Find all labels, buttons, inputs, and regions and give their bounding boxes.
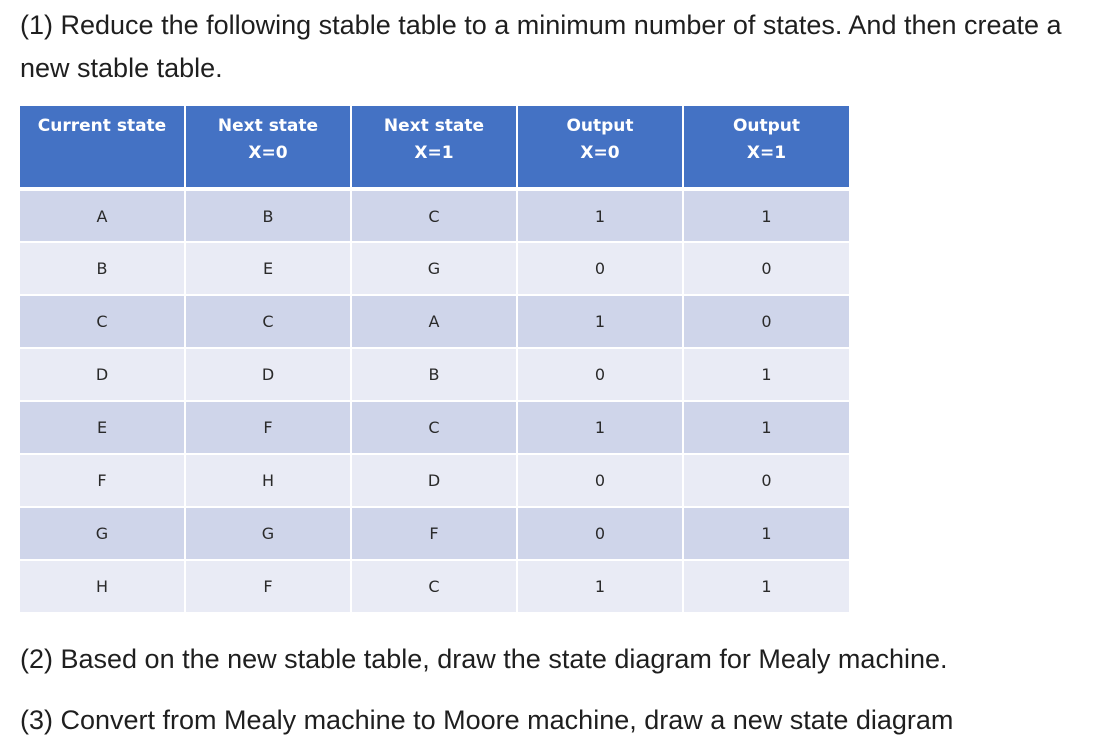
cell-current-state: C <box>20 295 185 348</box>
header-next-state-x0: Next state X=0 <box>185 106 351 189</box>
cell-output-x1: 0 <box>683 242 849 295</box>
header-next-state-x1: Next state X=1 <box>351 106 517 189</box>
table-row <box>20 454 849 507</box>
cell-output-x0: 1 <box>517 189 683 242</box>
question-1-text: (1) Reduce the following stable table to a minimum number of states. And then create a new stable table. <box>20 10 1062 83</box>
table-row <box>20 401 849 454</box>
cell-current-state: B <box>20 242 185 295</box>
cell-current-state: A <box>20 189 185 242</box>
cell-next-state-x1: D <box>351 454 517 507</box>
cell-output-x1: 1 <box>683 189 849 242</box>
cell-output-x1: 0 <box>683 454 849 507</box>
cell-next-state-x0: F <box>185 560 351 613</box>
cell-next-state-x0: F <box>185 401 351 454</box>
cell-next-state-x1: B <box>351 348 517 401</box>
table-row <box>20 242 849 295</box>
header-current-state: Current state <box>20 106 185 189</box>
header-output-x1: Output X=1 <box>683 106 849 189</box>
table-header-row <box>20 106 849 189</box>
cell-next-state-x1: F <box>351 507 517 560</box>
cell-next-state-x0: G <box>185 507 351 560</box>
cell-next-state-x1: C <box>351 189 517 242</box>
cell-output-x0: 1 <box>517 560 683 613</box>
cell-output-x1: 1 <box>683 348 849 401</box>
cell-output-x1: 1 <box>683 507 849 560</box>
cell-output-x0: 1 <box>517 295 683 348</box>
cell-next-state-x1: A <box>351 295 517 348</box>
question-2-text: (2) Based on the new stable table, draw the state diagram for Mealy machine. <box>20 644 948 674</box>
cell-output-x1: 0 <box>683 295 849 348</box>
cell-output-x0: 0 <box>517 242 683 295</box>
cell-next-state-x0: C <box>185 295 351 348</box>
table-row <box>20 560 849 613</box>
cell-current-state: F <box>20 454 185 507</box>
cell-output-x1: 1 <box>683 401 849 454</box>
cell-output-x0: 0 <box>517 454 683 507</box>
cell-next-state-x0: D <box>185 348 351 401</box>
table-row <box>20 348 849 401</box>
table-row <box>20 189 849 242</box>
cell-output-x0: 0 <box>517 348 683 401</box>
state-table <box>20 106 849 614</box>
cell-next-state-x1: G <box>351 242 517 295</box>
cell-next-state-x0: E <box>185 242 351 295</box>
cell-current-state: H <box>20 560 185 613</box>
cell-next-state-x0: B <box>185 189 351 242</box>
cell-output-x0: 1 <box>517 401 683 454</box>
header-output-x0: Output X=0 <box>517 106 683 189</box>
cell-current-state: E <box>20 401 185 454</box>
cell-current-state: G <box>20 507 185 560</box>
cell-next-state-x1: C <box>351 560 517 613</box>
cell-next-state-x0: H <box>185 454 351 507</box>
cell-next-state-x1: C <box>351 401 517 454</box>
table-row <box>20 507 849 560</box>
cell-output-x1: 1 <box>683 560 849 613</box>
table-row <box>20 295 849 348</box>
cell-output-x0: 0 <box>517 507 683 560</box>
question-3-text: (3) Convert from Mealy machine to Moore machine, draw a new state diagram <box>20 705 954 735</box>
cell-current-state: D <box>20 348 185 401</box>
